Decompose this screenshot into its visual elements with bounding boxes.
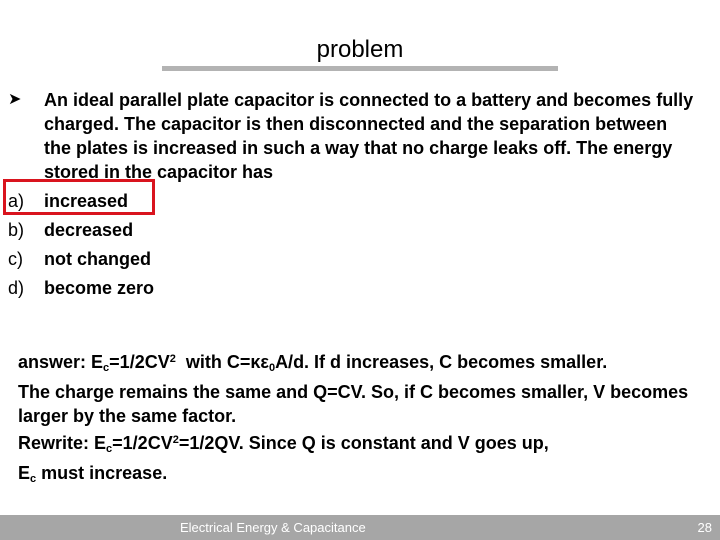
answer-line-4	[18, 461, 708, 491]
answer-line-3	[18, 428, 708, 461]
subscript: c	[30, 473, 37, 485]
answer-text: answer: E	[18, 352, 104, 372]
option-text: not changed	[44, 249, 151, 269]
answer-text: A/d. If d increases, C becomes smaller.	[275, 352, 608, 372]
question-text: An ideal parallel plate capacitor is connected to a battery and becomes fully charged. The capacitor is then disconnected and the separation between the plates is increased in such a way that no charge leaks off. The energy stored in the capacitor has	[44, 90, 694, 182]
footer-bar	[0, 515, 720, 540]
page-number: 28	[697, 520, 712, 535]
option-letter: b)	[8, 220, 25, 240]
answer-text: E	[18, 463, 31, 483]
arrow-bullet-icon: ➤	[8, 91, 22, 108]
answer-line-2: The charge remains the same and Q=CV. So, if C becomes smaller, V becomes larger by the same factor.	[18, 382, 689, 426]
correct-answer-highlight-box	[3, 179, 155, 215]
answer-text: =1/2QV. Since Q is constant and V goes up,	[178, 433, 549, 453]
superscript: 2	[169, 353, 176, 365]
question-bullet	[8, 88, 698, 184]
answer-line-1	[18, 347, 708, 380]
option-letter: a)	[8, 191, 25, 211]
option-text: become zero	[44, 278, 155, 298]
option-letter: d)	[8, 278, 25, 298]
footer-title: Electrical Energy & Capacitance	[180, 520, 366, 535]
option-text: decreased	[44, 220, 134, 240]
superscript: 2	[172, 434, 179, 446]
subscript: c	[106, 443, 113, 455]
option-letter: c)	[8, 249, 23, 269]
answer-text: must increase.	[36, 463, 168, 483]
subscript: 0	[268, 362, 276, 374]
subscript: c	[103, 362, 110, 374]
option-text: increased	[44, 191, 129, 211]
slide-title: problem	[316, 36, 404, 63]
answer-text: Rewrite: E	[18, 433, 107, 453]
answer-text: =1/2CV	[112, 433, 173, 453]
answer-text: =1/2CV	[109, 352, 170, 372]
title-underline	[162, 66, 558, 71]
answer-explanation	[18, 347, 708, 491]
answer-text: with C=κε	[175, 352, 269, 372]
question-block	[8, 88, 698, 184]
